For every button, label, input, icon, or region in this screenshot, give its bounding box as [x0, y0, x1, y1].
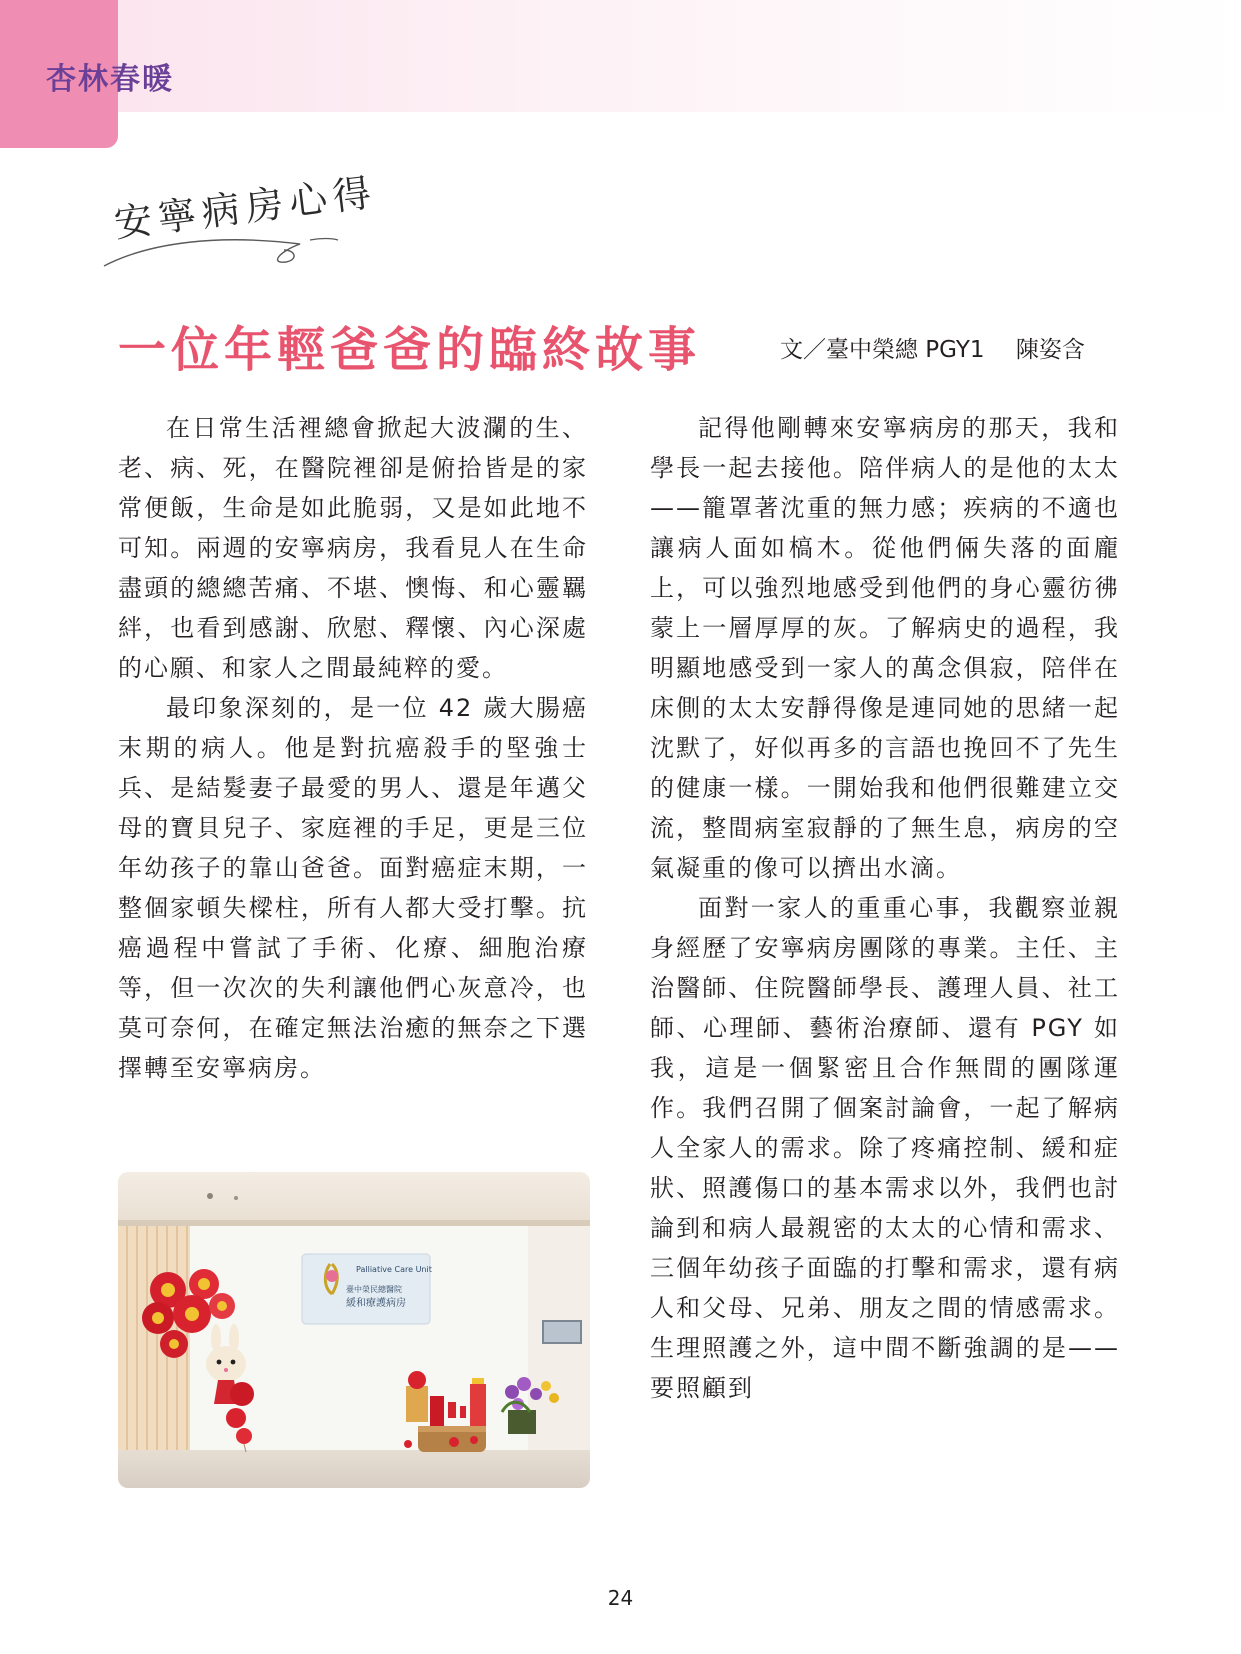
- article-column-left: [118, 408, 588, 1088]
- column-label: 安寧病房心得: [111, 169, 380, 246]
- section-name: 杏林春暖: [46, 62, 174, 97]
- paragraph: 面對一家人的重重心事，我觀察並親身經歷了安寧病房團隊的專業。主任、主治醫師、住院醫師學長、護理人員、社工師、心理師、藝術治療師、還有 PGY 如我，這是一個緊密且合作無間的團隊運作。我們召開了個案討論會，一起了解病人全家人的需求。除了疼痛控制、緩和症狀、照護傷口的基本需求以外，我們也討論到和病人最親密的太太的心情和需求、三個年幼孩子面臨的打擊和需求，還有病人和父母、兄弟、朋友之間的情感需求。生理照護之外，這中間不斷強調的是——要照顧到: [650, 894, 1120, 1402]
- byline-author: 陳姿含: [1015, 337, 1085, 363]
- paragraph: 在日常生活裡總會掀起大波瀾的生、老、病、死，在醫院裡卻是俯拾皆是的家常便飯，生命是如此脆弱，又是如此地不可知。兩週的安寧病房，我看見人在生命盡頭的總總苦痛、不堪、懊悔、和心靈羈絆，也看到感謝、欣慰、釋懷、內心深處的心願、和家人之間最純粹的愛。: [118, 414, 588, 682]
- paragraph: 最印象深刻的，是一位 42 歲大腸癌末期的病人。他是對抗癌殺手的堅強士兵、是結髮妻子最愛的男人、還是年邁父母的寶貝兒子、家庭裡的手足，更是三位年幼孩子的靠山爸爸。面對癌症末期，一整個家頓失樑柱，所有人都大受打擊。抗癌過程中嘗試了手術、化療、細胞治療等，但一次次的失利讓他們心灰意冷，也莫可奈何，在確定無法治癒的無奈之下選擇轉至安寧病房。: [118, 694, 588, 1082]
- article-title: 一位年輕爸爸的臨終故事: [118, 322, 702, 378]
- sign-text-zh-2: 緩和療護病房: [346, 1298, 406, 1309]
- sign-text-zh-1: 臺中榮民總醫院: [346, 1285, 402, 1294]
- byline-affiliation: 文／臺中榮總 PGY1: [780, 337, 985, 363]
- paragraph: 記得他剛轉來安寧病房的那天，我和學長一起去接他。陪伴病人的是他的太太——籠罩著沈重的無力感；疾病的不適也讓病人面如槁木。從他們倆失落的面龐上，可以強烈地感受到他們的身心靈彷彿蒙上一層厚厚的灰。了解病史的過程，我明顯地感受到一家人的萬念俱寂，陪伴在床側的太太安靜得像是連同她的思緒一起沈默了，好似再多的言語也挽回不了先生的健康一樣。一開始我和他們很難建立交流，整間病室寂靜的了無生息，病房的空氣凝重的像可以擠出水滴。: [650, 414, 1120, 882]
- swirl-flourish-icon: [100, 232, 340, 288]
- page-number: 24: [607, 1586, 634, 1610]
- ward-entrance-photo: [118, 1172, 590, 1488]
- article-column-right: [650, 408, 1120, 1408]
- byline: [780, 331, 1085, 364]
- header-band: [0, 0, 1241, 112]
- sign-text-en: Palliative Care Unit: [356, 1265, 432, 1274]
